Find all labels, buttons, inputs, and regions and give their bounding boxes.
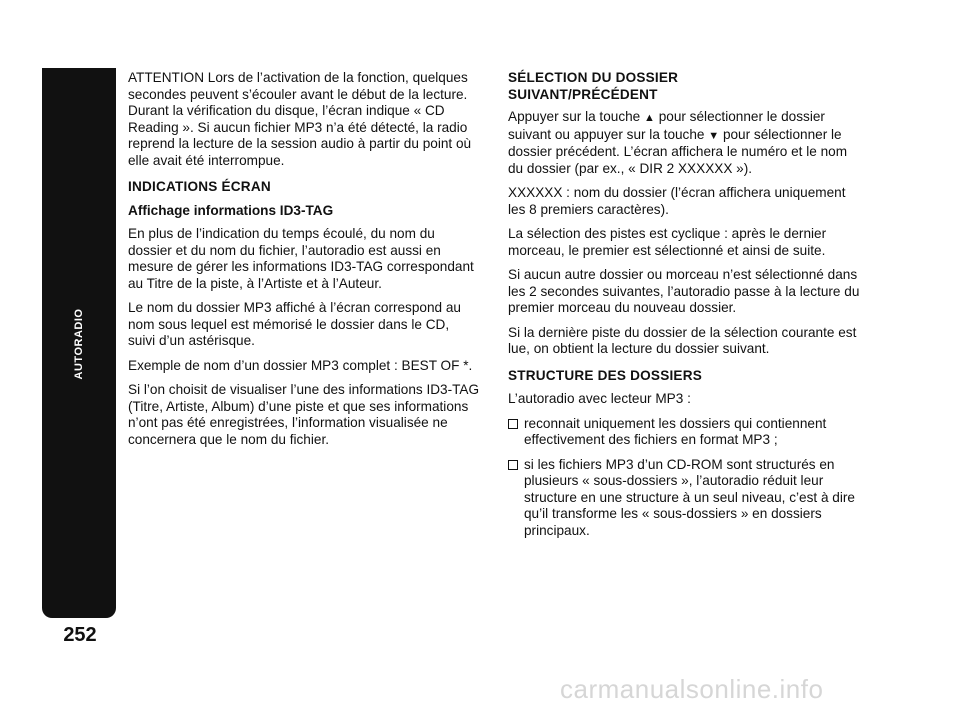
paragraph: Exemple de nom d’un dossier MP3 complet : BEST OF *.: [128, 357, 473, 373]
paragraph: En plus de l’indication du temps écoulé, du nom du dossier et du nom du fichier, l’autoradio est aussi en mesure de gérer les informations ID3-TAG correspondant au Titre de la piste, à l’Artiste et à l’Auteur.: [128, 226, 474, 291]
paragraph: La sélection des pistes est cyclique : après le dernier morceau, le premier est sélectionné et ainsi de suite.: [508, 226, 827, 258]
section-heading-indications: INDICATIONS ÉCRAN: [128, 179, 271, 194]
left-column: [128, 70, 480, 456]
down-arrow-icon: ▼: [708, 129, 720, 142]
heading-line: SUIVANT/PRÉCÉDENT: [508, 86, 658, 102]
section-label: AUTORADIO: [73, 308, 85, 380]
section-heading-structure: STRUCTURE DES DOSSIERS: [508, 367, 702, 383]
checkbox-bullet-icon: [508, 460, 518, 470]
paragraph-buttons: [508, 109, 860, 177]
text-run: pour sélectionner le dossier précédent. L’écran affichera le numéro et le nom du dossier (par ex., « DIR 2 XXXXXX »).: [508, 126, 848, 176]
paragraph: Si aucun autre dossier ou morceau n’est sélectionné dans les 2 secondes suivantes, l’autoradio passe à la lecture du premier morceau du nouveau dossier.: [508, 267, 860, 315]
heading-line: SÉLECTION DU DOSSIER: [508, 70, 679, 85]
paragraph: XXXXXX : nom du dossier (l’écran affichera uniquement les 8 premiers caractères).: [508, 185, 846, 217]
paragraph: Si l’on choisit de visualiser l’une des informations ID3-TAG (Titre, Artiste, Album) d’une piste et que ses informations n’ont pas été enregistrées, l’information visualisée ne concernera que le nom du fichier.: [128, 382, 480, 447]
list-item-text: si les fichiers MP3 d’un CD-ROM sont structurés en plusieurs « sous-dossiers », l’autoradio réduit leur structure en une structure à un seul niveau, c’est à dire qu’il transforme les « sous-dossiers » en dossiers principaux.: [524, 456, 855, 538]
text-run: Appuyer sur la touche: [508, 109, 641, 124]
paragraph: Le nom du dossier MP3 affiché à l’écran correspond au nom sous lequel est mémorisé le dossier dans le CD, suivi d’un astérisque.: [128, 300, 461, 348]
page-number: 252: [63, 624, 97, 646]
up-arrow-icon: ▲: [644, 112, 655, 124]
right-column: [508, 70, 860, 547]
text-run: pour sélectionner le dossier suivant ou appuyer sur la touche: [508, 109, 825, 142]
attention-paragraph: ATTENTION Lors de l’activation de la fonction, quelques secondes peuvent s’écouler avant le début de la lecture. Durant la vérification du disque, l’écran indique « CD Reading ». Si aucun fichier MP3 n’a été détecté, la radio reprend la lecture de la session audio à partir du point où elle avait été interrompue.: [128, 70, 472, 168]
list-item-text: reconnait uniquement les dossiers qui contiennent effectivement des fichiers en format MP3 ;: [524, 415, 827, 447]
checkbox-bullet-icon: [508, 419, 518, 429]
paragraph: L’autoradio avec lecteur MP3 :: [508, 391, 691, 406]
list-item: [508, 457, 860, 540]
list-item: [508, 416, 860, 449]
watermark: carmanualsonline.info: [560, 674, 824, 704]
paragraph: Si la dernière piste du dossier de la sélection courante est lue, on obtient la lecture du dossier suivant.: [508, 324, 857, 356]
section-heading-selection: [508, 70, 860, 103]
subheading-id3-tag: Affichage informations ID3-TAG: [128, 202, 334, 218]
